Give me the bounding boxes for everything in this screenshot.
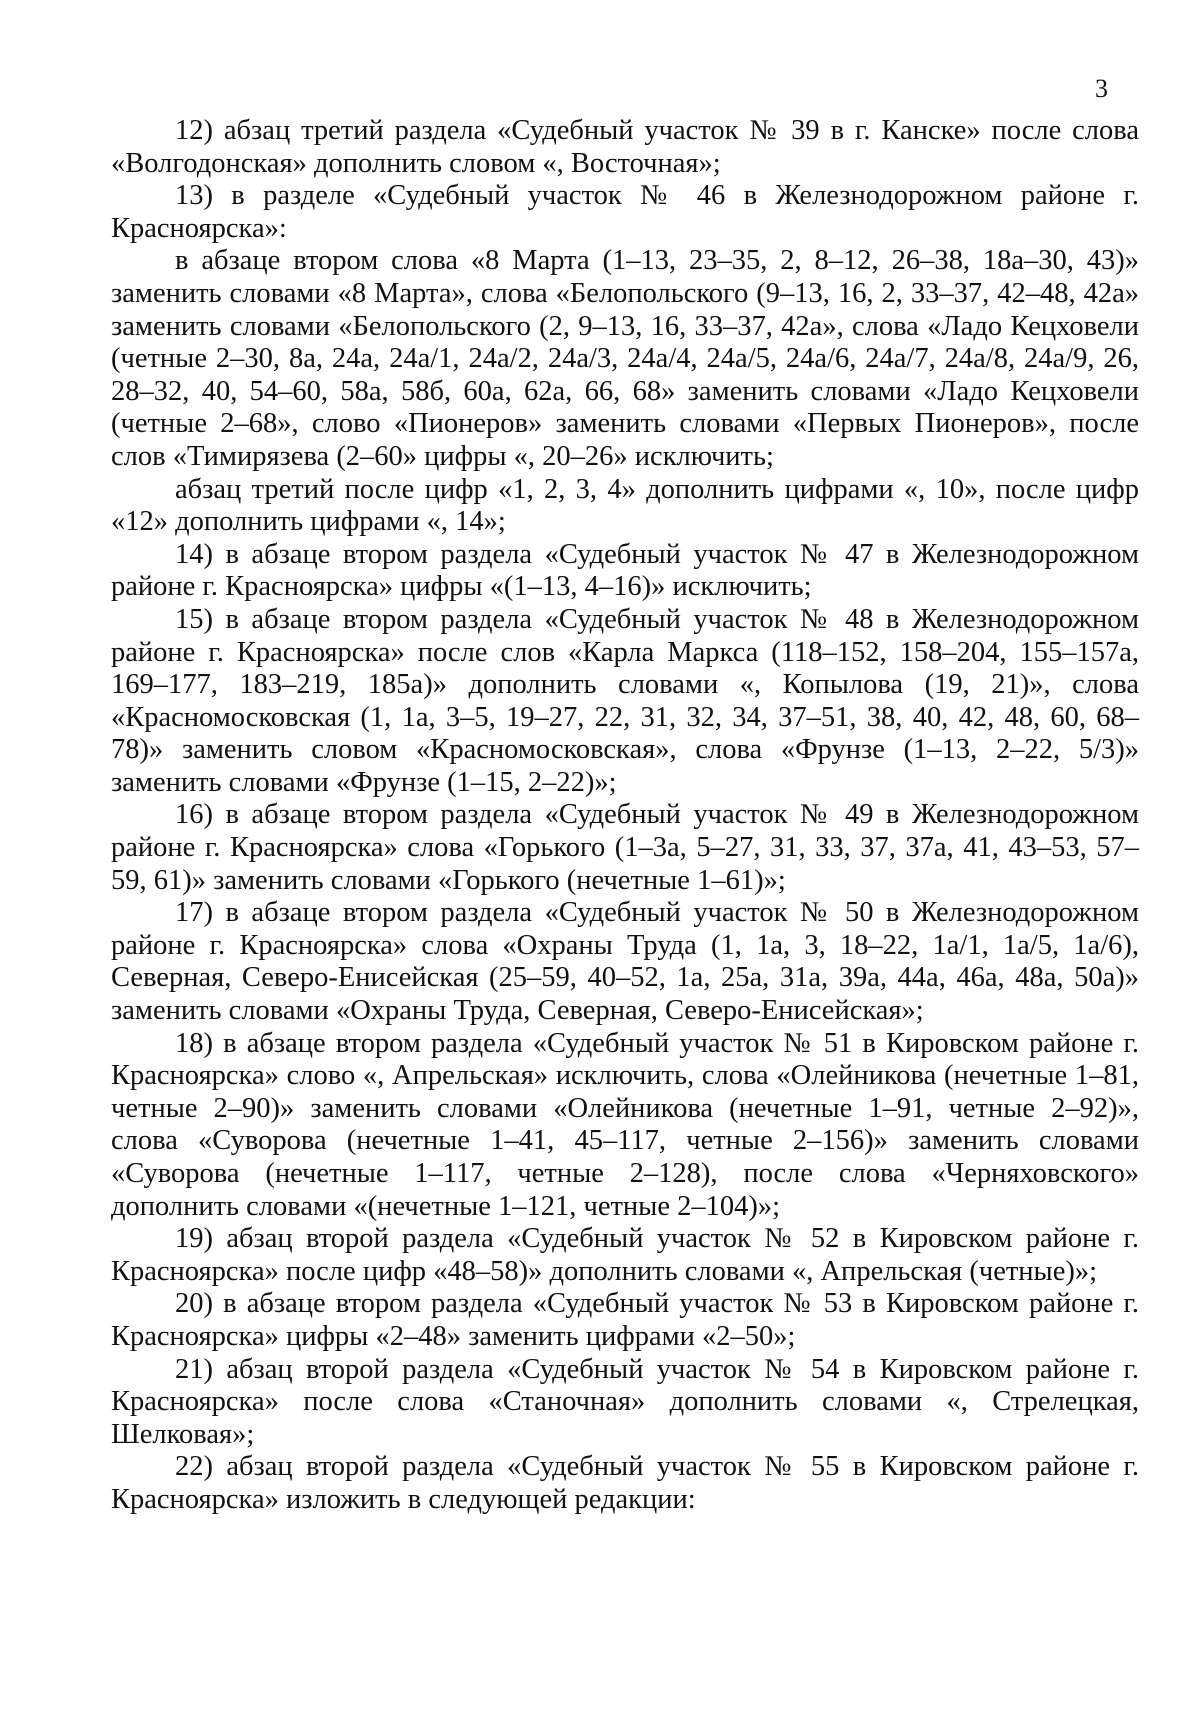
paragraph-item-13-paragraph-two: в абзаце втором слова «8 Марта (1–13, 23–35, 2, 8–12, 26–38, 18а–30, 43)» заменить словами «8 Марта», слова «Белопольского (9–13, 16, 2, 33–37, 42–48, 42а» заменить словами «Белопольского (2, 9–13, 16, 33–37, 42а», слова «Ладо Кецховели (четные 2–30, 8а, 24а, 24а/1, 24а/2, 24а/3, 24а/4, 24а/5, 24а/6, 24а/7, 24а/8, 24а/9, 26, 28–32, 40, 54–60, 58а, 58б, 60а, 62а, 66, 68» заменить словами «Ладо Кецховели (четные 2–68», слово «Пионеров» заменить словами «Первых Пионеров», после слов «Тимирязева (2–60» цифры «, 20–26» исключить; [111,245,1139,472]
paragraph-item-19: 19) абзац второй раздела «Судебный участок № 52 в Кировском районе г. Красноярска» после цифр «48–58)» дополнить словами «, Апрельская (четные)»; [111,1223,1139,1287]
paragraph-item-18: 18) в абзаце втором раздела «Судебный участок № 51 в Кировском районе г. Красноярска» слово «, Апрельская» исключить, слова «Олейникова (нечетные 1–81, четные 2–90)» заменить словами «Олейникова (нечетные 1–91, четные 2–92)», слова «Суворова (нечетные 1–41, 45–117, четные 2–156)» заменить словами «Суворова (нечетные 1–117, четные 2–128), после слова «Черняховского» дополнить словами «(нечетные 1–121, четные 2–104)»; [111,1027,1139,1222]
paragraph-item-13: 13) в разделе «Судебный участок № 46 в Железнодорожном районе г. Красноярска»: [111,180,1139,244]
paragraph-item-20: 20) в абзаце втором раздела «Судебный участок № 53 в Кировском районе г. Красноярска» цифры «2–48» заменить цифрами «2–50»; [111,1288,1139,1352]
paragraph-item-15: 15) в абзаце втором раздела «Судебный участок № 48 в Железнодорожном районе г. Красноярска» после слов «Карла Маркса (118–152, 158–204, 155–157а, 169–177, 183–219, 185а)» дополнить словами «, Копылова (19, 21)», слова «Красномосковская (1, 1а, 3–5, 19–27, 22, 31, 32, 34, 37–51, 38, 40, 42, 48, 60, 68–78)» заменить словом «Красномосковская», слова «Фрунзе (1–13, 2–22, 5/3)» заменить словами «Фрунзе (1–15, 2–22)»; [111,603,1139,798]
paragraph-item-17: 17) в абзаце втором раздела «Судебный участок № 50 в Железнодорожном районе г. Красноярска» слова «Охраны Труда (1, 1а, 3, 18–22, 1а/1, 1а/5, 1а/6), Северная, Северо-Енисейская (25–59, 40–52, 1а, 25а, 31а, 39а, 44а, 46а, 48а, 50а)» заменить словами «Охраны Труда, Северная, Северо-Енисейская»; [111,897,1139,1027]
paragraph-item-12: 12) абзац третий раздела «Судебный участок № 39 в г. Канске» после слова «Волгодонская» дополнить словом «, Восточная»; [111,115,1139,179]
paragraph-item-16: 16) в абзаце втором раздела «Судебный участок № 49 в Железнодорожном районе г. Красноярска» слова «Горького (1–3а, 5–27, 31, 33, 37, 37а, 41, 43–53, 57–59, 61)» заменить словами «Горького (нечетные 1–61)»; [111,799,1139,896]
paragraph-item-13-paragraph-three: абзац третий после цифр «1, 2, 3, 4» дополнить цифрами «, 10», после цифр «12» дополнить цифрами «, 14»; [111,473,1139,538]
page-number: 3 [1095,74,1108,103]
paragraph-item-22: 22) абзац второй раздела «Судебный участок № 55 в Кировском районе г. Красноярска» изложить в следующей редакции: [111,1451,1139,1515]
paragraph-item-21: 21) абзац второй раздела «Судебный участок № 54 в Кировском районе г. Красноярска» после слова «Станочная» дополнить словами «, Стрелецкая, Шелковая»; [111,1353,1139,1450]
document-body [111,115,1139,1517]
paragraph-item-14: 14) в абзаце втором раздела «Судебный участок № 47 в Железнодорожном районе г. Красноярска» цифры «(1–13, 4–16)» исключить; [111,538,1139,603]
